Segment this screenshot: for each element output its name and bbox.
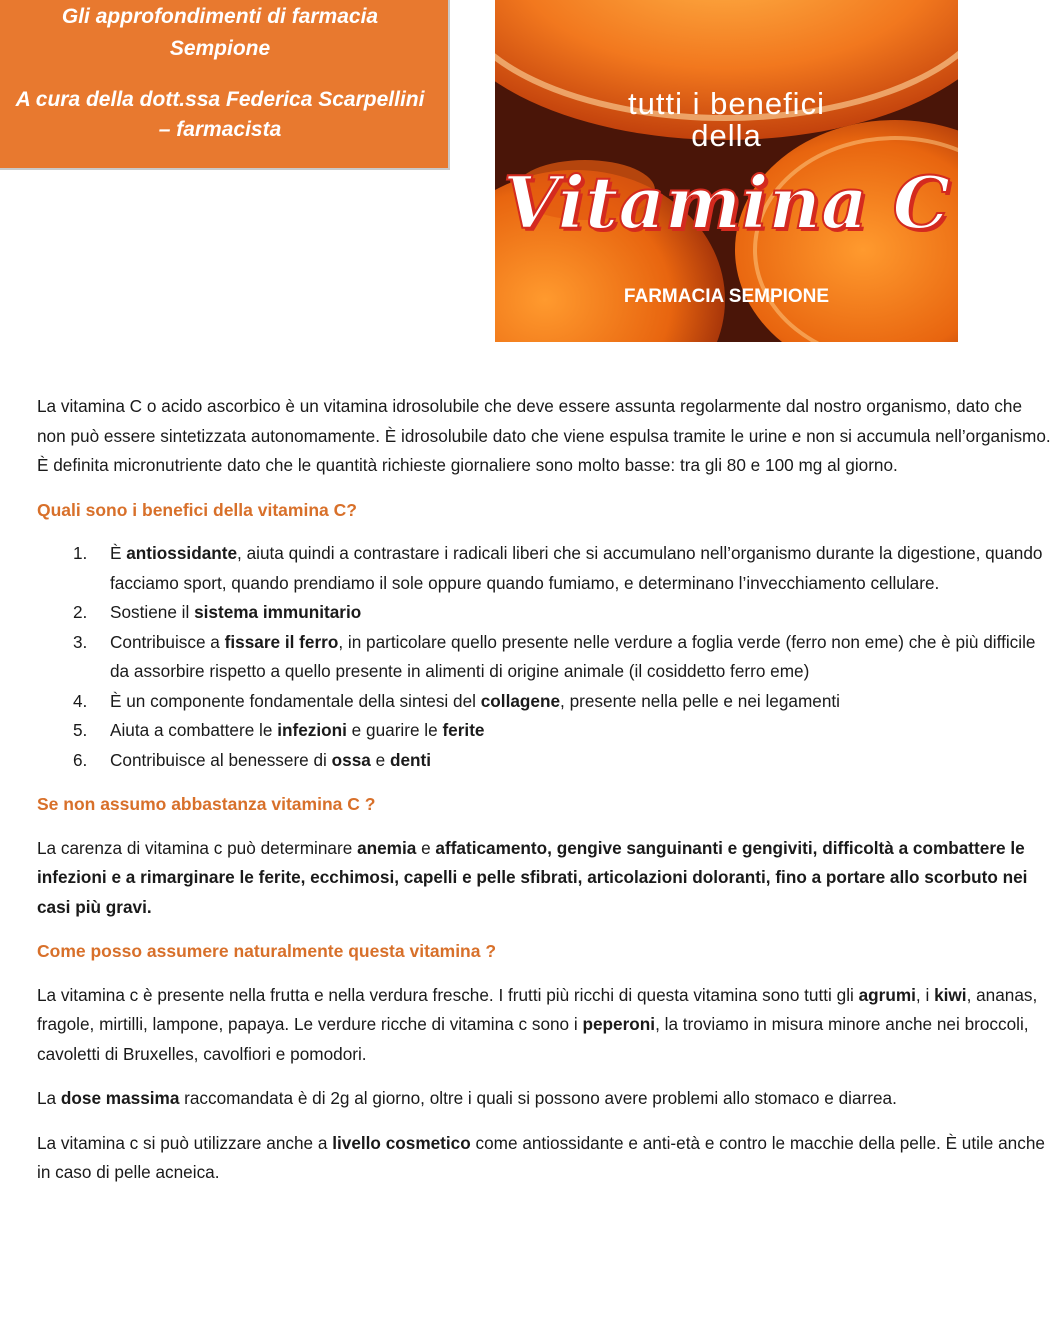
article-header xyxy=(0,0,450,170)
list-item: 5. Aiuta a combattere le infezioni e guarire le ferite xyxy=(73,720,485,740)
article-body xyxy=(37,392,1052,1203)
banner-pharmacy: FARMACIA SEMPIONE xyxy=(623,286,830,307)
list-item: 2. Sostiene il sistema immunitario xyxy=(73,602,362,622)
vitamin-c-banner xyxy=(495,0,958,342)
section-heading-deficiency: Se non assumo abbastanza vitamina C ? xyxy=(37,794,376,814)
banner-subtitle: tutti i benefici xyxy=(628,86,825,121)
section-heading-sources: Come posso assumere naturalmente questa vitamina ? xyxy=(37,941,497,961)
max-dose-paragraph: La dose massima raccomandata è di 2g al giorno, oltre i quali si possono avere problemi allo stomaco e diarrea. xyxy=(37,1088,897,1108)
deficiency-paragraph: La carenza di vitamina c può determinare anemia e affaticamento, gengive sanguinanti e gengiviti, difficoltà a combattere le infezioni e a rimarginare le ferite, ecchimosi, capelli e pelle sfibrati, articolazioni doloranti, fino a portare allo scorbuto nei casi più gravi. xyxy=(37,837,1028,917)
banner-subtitle-2: della xyxy=(691,118,762,153)
sources-paragraph: La vitamina c è presente nella frutta e nella verdura fresche. I frutti più ricchi di questa vitamina sono tutti gli agrumi, i kiwi, ananas, fragole, mirtilli, lampone, papaya. Le verdure ricche di vitamina c sono i peperoni, la troviamo in misura minore anche nei broccoli, cavoletti di Bruxelles, cavolfiori e pomodori. xyxy=(37,984,1038,1064)
list-item: 6. Contribuisce al benessere di ossa e denti xyxy=(73,749,432,770)
header-author-role: – farmacista xyxy=(158,118,282,141)
header-pharmacy-name: Sempione xyxy=(169,37,271,60)
cosmetic-paragraph: La vitamina c si può utilizzare anche a livello cosmetico come antiossidante e anti-età e contro le macchie della pelle. È utile anche in caso di pelle acneica. xyxy=(37,1132,1045,1182)
list-item: 1. È antiossidante, aiuta quindi a contrastare i radicali liberi che si accumulano nell’organismo durante la digestione, quando facciamo sport, quando prendiamo il sole oppure quando fumiamo, e determinano l’invecchiamento cellulare. xyxy=(73,543,1043,593)
banner-title: Vitamina C xyxy=(503,160,950,245)
header-series-title: Gli approfondimenti di farmacia xyxy=(61,5,379,28)
benefits-list xyxy=(37,539,1052,775)
list-item: 4. È un componente fondamentale della sintesi del collagene, presente nella pelle e nei legamenti xyxy=(73,690,840,711)
list-item: 3. Contribuisce a fissare il ferro, in particolare quello presente nelle verdure a foglia verde (ferro non eme) che è più difficile da assorbire rispetto a quello presente in alimenti di origine animale (il cosiddetto ferro eme) xyxy=(73,631,1036,681)
header-author: A cura della dott.ssa Federica Scarpellini xyxy=(15,88,425,111)
section-heading-benefits: Quali sono i benefici della vitamina C? xyxy=(37,499,357,520)
intro-paragraph: La vitamina C o acido ascorbico è un vitamina idrosolubile che deve essere assunta regolarmente dal nostro organismo, dato che non può essere sintetizzata autonomamente. È idrosolubile dato che viene espulsa tramite le urine e non si accumula nell’organismo. È definita micronutriente dato che le quantità richieste giornaliere sono molto basse: tra gli 80 e 100 mg al giorno. xyxy=(37,396,1051,475)
